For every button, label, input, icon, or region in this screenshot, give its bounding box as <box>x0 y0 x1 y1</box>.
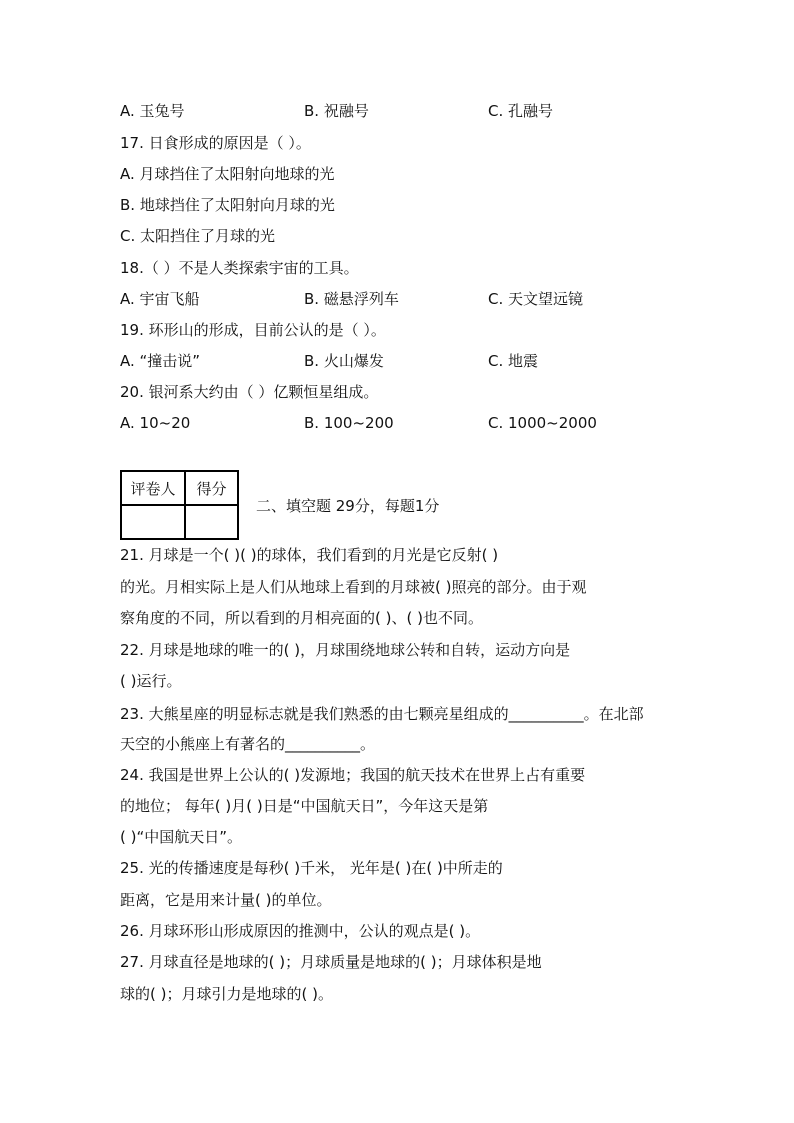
q18-option-c: C. 天文望远镜 <box>488 290 584 308</box>
q21-line-1: 21. 月球是一个( )( )的球体，我们看到的月光是它反射( ) <box>120 546 499 564</box>
q19-option-b: B. 火山爆发 <box>304 352 384 370</box>
q26-line-1: 26. 月球环形山形成原因的推测中，公认的观点是( )。 <box>120 922 481 940</box>
q19-option-a: A. “撞击说” <box>120 352 201 370</box>
q16-option-c: C. 孔融号 <box>488 102 554 120</box>
q23-line-2: 天空的小熊座上有著名的__________。 <box>120 735 376 753</box>
q18-option-a: A. 宇宙飞船 <box>120 290 200 308</box>
q25-line-1: 25. 光的传播速度是每秒( )千米， 光年是( )在( )中所走的 <box>120 859 503 877</box>
q16-option-b: B. 祝融号 <box>304 102 369 120</box>
q19-option-c: C. 地震 <box>488 352 539 370</box>
q22-line-1: 22. 月球是地球的唯一的( )，月球围绕地球公转和自转，运动方向是 <box>120 641 571 659</box>
q27-line-2: 球的( )；月球引力是地球的( )。 <box>120 985 333 1003</box>
q20-option-b: B. 100~200 <box>304 414 394 432</box>
q24-line-3: ( )“中国航天日”。 <box>120 828 243 846</box>
score-header: 得分 <box>185 471 238 505</box>
q24-line-2: 的地位； 每年( )月( )日是“中国航天日”，今年这天是第 <box>120 797 489 815</box>
q18-option-b: B. 磁悬浮列车 <box>304 290 399 308</box>
q21-line-2: 的光。月相实际上是人们从地球上看到的月球被( )照亮的部分。由于观 <box>120 578 587 596</box>
q20-stem: 20. 银河系大约由（ ）亿颗恒星组成。 <box>120 383 379 401</box>
reviewer-cell[interactable] <box>121 505 185 539</box>
q25-line-2: 距离，它是用来计量( )的单位。 <box>120 891 332 909</box>
score-cell[interactable] <box>185 505 238 539</box>
q24-line-1: 24. 我国是世界上公认的( )发源地；我国的航天技术在世界上占有重要 <box>120 766 586 784</box>
score-table <box>120 470 239 540</box>
q20-option-a: A. 10~20 <box>120 414 191 432</box>
q20-option-c: C. 1000~2000 <box>488 414 597 432</box>
reviewer-header: 评卷人 <box>121 471 185 505</box>
q22-line-2: ( )运行。 <box>120 672 182 690</box>
q17-option-b: B. 地球挡住了太阳射向月球的光 <box>120 196 335 214</box>
section-title: 二、填空题 29分，每题1分 <box>256 497 440 515</box>
q17-option-a: A. 月球挡住了太阳射向地球的光 <box>120 165 335 183</box>
q19-stem: 19. 环形山的形成，目前公认的是（ ）。 <box>120 321 386 339</box>
q16-option-a: A. 玉兔号 <box>120 102 185 120</box>
q18-stem: 18.（ ）不是人类探索宇宙的工具。 <box>120 259 359 277</box>
q21-line-3: 察角度的不同，所以看到的月相亮面的( )、( )也不同。 <box>120 609 483 627</box>
q23-line-1: 23. 大熊星座的明显标志就是我们熟悉的由七颗亮星组成的__________。在北部 <box>120 705 644 723</box>
q27-line-1: 27. 月球直径是地球的( )；月球质量是地球的( )；月球体积是地 <box>120 953 542 971</box>
q17-stem: 17. 日食形成的原因是（ ）。 <box>120 134 311 152</box>
q17-option-c: C. 太阳挡住了月球的光 <box>120 227 276 245</box>
